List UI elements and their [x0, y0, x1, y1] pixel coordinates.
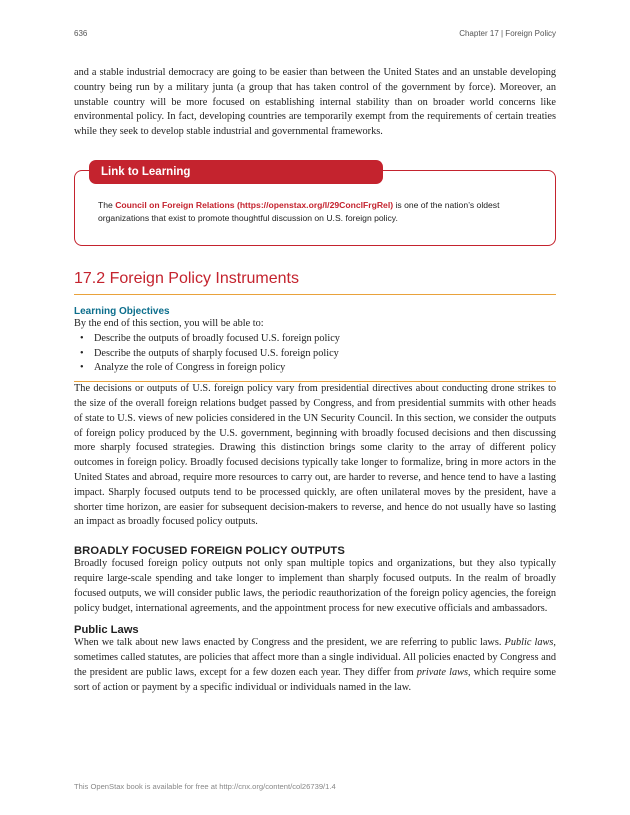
public-laws-text-1: When we talk about new laws enacted by Congress and the president, we are referring to public laws.	[74, 637, 505, 649]
list-item: • Analyze the role of Congress in foreign policy	[94, 361, 556, 376]
learning-objectives-title: Learning Objectives	[74, 305, 170, 317]
list-item: • Describe the outputs of broadly focused U.S. foreign policy	[94, 332, 556, 347]
page-content	[74, 66, 556, 696]
public-laws-text-2: , sometimes called statutes, are policies that affect more than a single individual. All policies enacted by Congress and the president are public laws, except for a few dozen each year. They differ from	[74, 637, 556, 678]
chapter-title: Chapter 17 | Foreign Policy	[459, 29, 556, 38]
link-box-title: Link to Learning	[89, 160, 383, 184]
link-box-text	[98, 199, 534, 225]
intro-paragraph: and a stable industrial democracy are going to be easier than between the United States and an unstable developing country being run by a military junta (a group that has taken control of the government by force). Moreover, an unstable country will be more focused on establishing internal stability than on broader world concerns like environmental policy. In fact, developing countries are temporarily exempt from the requirements of certain treaties while they seek to develop stable industrial and governmental frameworks.	[74, 67, 556, 138]
broadly-focused-heading: BROADLY FOCUSED FOREIGN POLICY OUTPUTS	[74, 545, 345, 558]
learning-objectives-intro: By the end of this section, you will be able to:	[74, 317, 264, 329]
page-footer: This OpenStax book is available for free at http://cnx.org/content/col26739/1.4	[74, 782, 336, 791]
decisions-paragraph: The decisions or outputs of U.S. foreign policy vary from presidential directives about conducting drone strikes to the size of the overall foreign relations budget passed by Congress, and from presidential summits with other heads of state to U.S. views of new policies considered in the UN Security Council. In this section, we consider the outputs of foreign policy produced by the U.S. government, beginning with broadly focused decisions and then discussing more sharply focused strategies. Drawing this distinction brings some clarity to the array of different policy outcomes in foreign policy. Broadly focused decisions typically take longer to formalize, bring in more actors in the United States and abroad, require more resources to carry out, are harder to reverse, and hence tend to have a lasting impact. Sharply focused outputs tend to be processed quickly, are often unilateral moves by the president, have a shorter time horizon, are easier for subsequent decision-makers to reverse, and hence do not usually have so lasting an impact as broadly focused policy outputs.	[74, 383, 556, 528]
page-number: 636	[74, 29, 88, 38]
section-title: 17.2 Foreign Policy Instruments	[74, 270, 556, 295]
public-laws-term: Public laws	[504, 637, 554, 649]
link-to-learning-box	[74, 160, 556, 246]
link-box-text-after: is one of the nation’s oldest organizations that exist to promote thoughtful discussion on U.S. foreign policy.	[98, 199, 500, 223]
private-laws-term: private laws	[416, 666, 468, 678]
public-laws-paragraph	[74, 636, 556, 695]
broadly-focused-paragraph: Broadly focused foreign policy outputs not only span multiple topics and organizations, but they also typically require large-scale spending and take longer to implement than sharply focused outputs. In the realm of broadly focused outputs, we will consider public laws, the periodic reauthorization of the foreign policy agencies, the foreign policy budget, international agreements, and the appointment process for new executive officials and ambassadors.	[74, 558, 556, 614]
council-on-foreign-relations-link[interactable]: Council on Foreign Relations (https://openstax.org/l/29ConclFrgRel)	[115, 199, 394, 210]
public-laws-text-3: , which require some sort of action or payment by a specific individual or individuals named in the law.	[74, 666, 556, 693]
running-header	[74, 29, 556, 38]
list-item: • Describe the outputs of sharply focused U.S. foreign policy	[94, 347, 556, 362]
link-box-text-before: The	[98, 199, 116, 210]
public-laws-heading: Public Laws	[74, 624, 139, 637]
learning-objectives-list	[74, 332, 556, 376]
